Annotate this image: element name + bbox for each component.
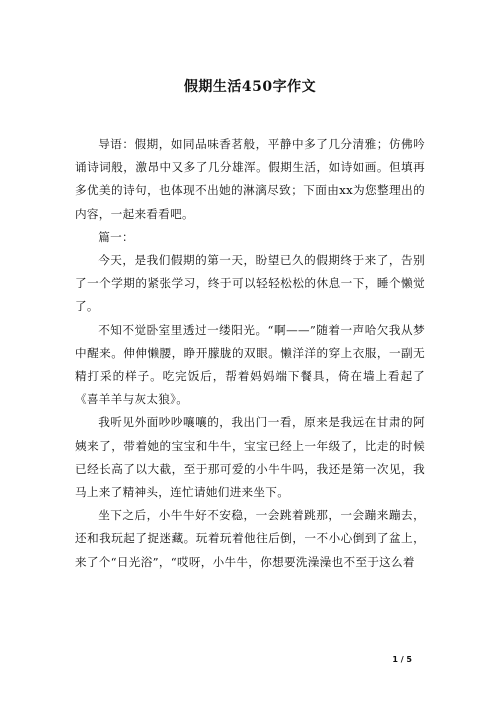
document-title: 假期生活450字作文 [183,79,317,95]
page-number: 1 / 5 [392,655,412,664]
paragraph-intro: 导语：假期，如同品味香茗般，平静中多了几分清雅；仿佛吟诵诗词般，激昂中又多了几分雄浑。假期生活，如诗如画。但填再多优美的诗句，也体现不出她的淋漓尽致；下面由xx为您整理出的内容，一起来看看吧。 [75,137,425,221]
paragraph-4: 坐下之后，小牛牛好不安稳，一会跳着跳那，一会蹦来蹦去，还和我玩起了捉迷藏。玩着玩着他往后倒，一不小心倒到了盆上，来了个“日光浴”，“哎呀，小牛牛，你想要洗澡澡也不至于这么着 [75,508,425,569]
paragraph-3: 我听见外面吵吵嚷嚷的，我出门一看，原来是我远在甘肃的阿姨来了，带着她的宝宝和牛牛，宝宝已经上一年级了，比走的时候已经长高了以大截，至于那可爱的小牛牛吗，我还是第一次见，我马上来了精神头，连忙请她们进来坐下。 [75,415,425,500]
document-body [75,133,425,574]
paragraph-2: 不知不觉卧室里透过一缕阳光。“啊——”随着一声哈欠我从梦中醒来。伸伸懒腰，睁开朦胧的双眼。懒洋洋的穿上衣服，一副无精打采的样子。吃完饭后，帮着妈妈端下餐具，倚在墙上看起了《喜羊羊与灰太狼》。 [75,322,425,407]
paragraph-section-heading: 篇一： [98,229,134,244]
paragraph-1: 今天，是我们假期的第一天，盼望已久的假期终于来了，告别了一个学期的紧张学习，终于可以轻轻松松的休息一下，睡个懒觉了。 [75,253,425,314]
